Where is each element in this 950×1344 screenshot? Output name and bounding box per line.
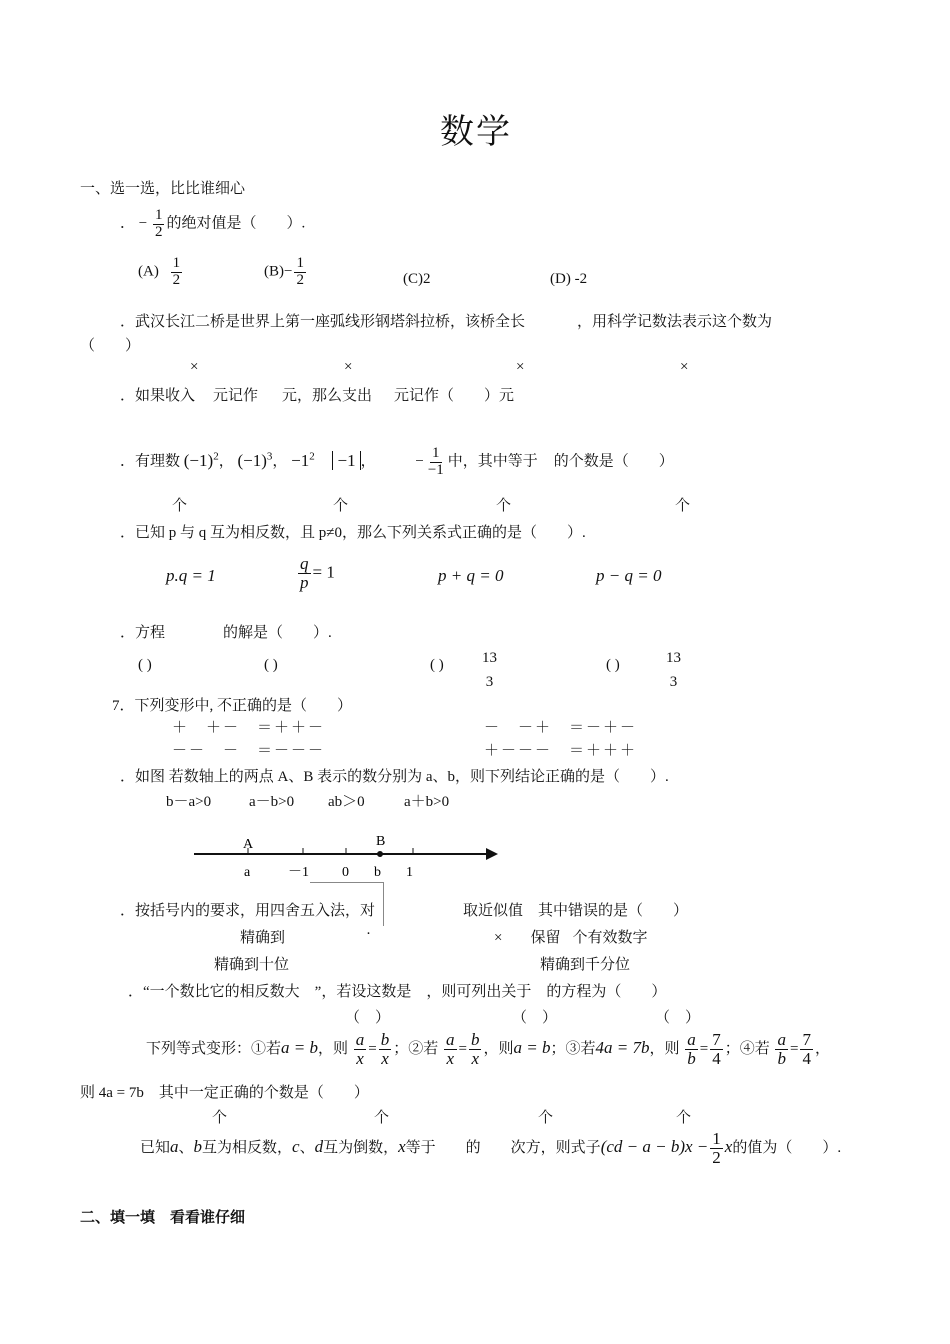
label-A: A: [243, 837, 254, 852]
q6-frac-c: 13 3: [482, 650, 497, 690]
q1-option-a: (A) $\frac{1}{2}$: [138, 255, 181, 288]
q8-option-b: a－b>0: [249, 794, 295, 810]
q1-option-d: (D) -2: [550, 271, 588, 287]
question-8: ．如图 若数轴上的两点 A、B 表示的数分别为 a、b，则下列结论正确的是（ ）.: [120, 769, 669, 785]
question-9: ．按括号内的要求，用四舍五入法，对 取近似值 其中错误的是（ ）: [120, 903, 689, 919]
label-B: B: [376, 834, 386, 849]
question-2: ．武汉长江二桥是世界上第一座弧线形钢塔斜拉桥，该桥全长 ，用科学记数法表示这个数为: [120, 314, 773, 330]
q11-option-d: 个: [676, 1110, 692, 1126]
number-line: [180, 828, 510, 888]
q6-option-d: ( ): [606, 657, 620, 673]
section-heading-1: 一、选一选，比比谁细心: [80, 181, 246, 197]
q6-option-b: ( ): [264, 657, 278, 673]
q8-option-a: b－a>0: [166, 794, 212, 810]
label-a: a: [244, 865, 251, 880]
q9-option-b: × 保留 个有效数字: [494, 930, 648, 946]
q4-option-b: 个: [333, 498, 349, 514]
q11-option-a: 个: [212, 1110, 228, 1126]
q9-option-a: 精确到: [240, 930, 286, 946]
q6-option-c: ( ): [430, 657, 444, 673]
q7-option-b: － －＋ ＝－＋－: [484, 720, 638, 736]
q9-option-d: 精确到千分位: [540, 957, 631, 973]
fraction: $\frac{1}{2}$: [154, 207, 163, 240]
q10-option-c: （ ）: [655, 1010, 701, 1026]
q8-option-c: ab＞0: [328, 794, 365, 810]
q7-option-d: ＋－－－ ＝＋＋＋: [484, 743, 638, 759]
q2-option-c: ×: [516, 359, 525, 375]
page-title: 数学: [440, 114, 512, 151]
axis-box-line: [310, 882, 383, 883]
q7-option-a: ＋ ＋－ ＝＋＋－: [172, 720, 326, 736]
q6-frac-d: 13 3: [666, 650, 681, 690]
label-0: 0: [342, 865, 349, 880]
q9-option-c: 精确到十位: [214, 957, 290, 973]
question-5: ．已知 p 与 q 互为相反数，且 p≠0，那么下列关系式正确的是（ ）.: [120, 525, 586, 541]
q10-option-b: （ ）: [512, 1010, 558, 1026]
q11-line2: 则 4a = 7b 其中一定正确的个数是（ ）: [80, 1085, 369, 1101]
question-10: ．“一个数比它的相反数大 ”，若设这数是 ，则可列出关于 的方程为（ ）: [128, 984, 667, 1000]
q5-option-a: p.q = 1: [166, 566, 216, 585]
q7-option-c: －－ － ＝－－－: [172, 743, 326, 759]
q10-option-a: （ ）: [345, 1010, 391, 1026]
q4-option-a: 个: [172, 498, 188, 514]
question-11: 下列等式变形：①若a = b，则 $\frac{a}{x}$ = $\frac{b}{x}$ ；②若 $\frac{a}{x}$ = $\frac{b}{x}$ ，则a = b；③若4a = 7b，则 $\frac{a}{b}$ = $\frac{7}{4}$ ；④若 $\frac{a}{b}$ = $\frac{7}{4}$ ，: [146, 1030, 830, 1068]
q5-option-d: p − q = 0: [596, 566, 662, 585]
axis-arrow: [486, 848, 498, 860]
q4-option-d: 个: [675, 498, 691, 514]
absolute-value: −1: [332, 451, 360, 470]
q1-option-c: (C)2: [403, 271, 431, 287]
q5-option-c: p + q = 0: [438, 566, 504, 585]
label-b: b: [374, 865, 381, 880]
q1-option-b: (B)− $\frac{1}{2}$: [264, 255, 304, 288]
q11-option-c: 个: [538, 1110, 554, 1126]
q2-paren: （ ）: [80, 338, 141, 354]
q11-option-b: 个: [374, 1110, 390, 1126]
question-7: 7．下列变形中, 不正确的是（ ）: [112, 698, 353, 714]
question-6: ．方程 的解是（ ）.: [120, 625, 332, 641]
q4-option-c: 个: [496, 498, 512, 514]
question-3: ．如果收入 元记作 元，那么支出 元记作（ ）元: [120, 388, 515, 404]
q6-option-a: ( ): [138, 657, 152, 673]
point-b: [377, 851, 383, 857]
q8-option-d: a＋b>0: [404, 794, 450, 810]
q5-option-b: $\frac{q}{p}$ = 1: [300, 554, 335, 592]
q2-option-b: ×: [344, 359, 353, 375]
question-1: ． − $\frac{1}{2}$ 的绝对值是（ ）.: [120, 207, 306, 240]
section-heading-2: 二、填一填 看看谁仔细: [80, 1210, 246, 1226]
question-12: 已知a、b互为相反数，c、d互为倒数，x等于 的 次方，则式子(cd − a − b)x − $\frac{1}{2}$ x的值为（ ）.: [140, 1129, 842, 1167]
q9-dot: ·: [366, 926, 371, 942]
label-minus1: －1: [288, 865, 309, 880]
q2-option-a: ×: [190, 359, 199, 375]
label-1: 1: [406, 865, 413, 880]
q2-option-d: ×: [680, 359, 689, 375]
question-4: ．有理数 $(-1)^2$， $(-1)^3$， $-1^2 -1$ ， − $\frac{1}{-1}$ 中，其中等于 的个数是（ ）: [120, 445, 674, 478]
